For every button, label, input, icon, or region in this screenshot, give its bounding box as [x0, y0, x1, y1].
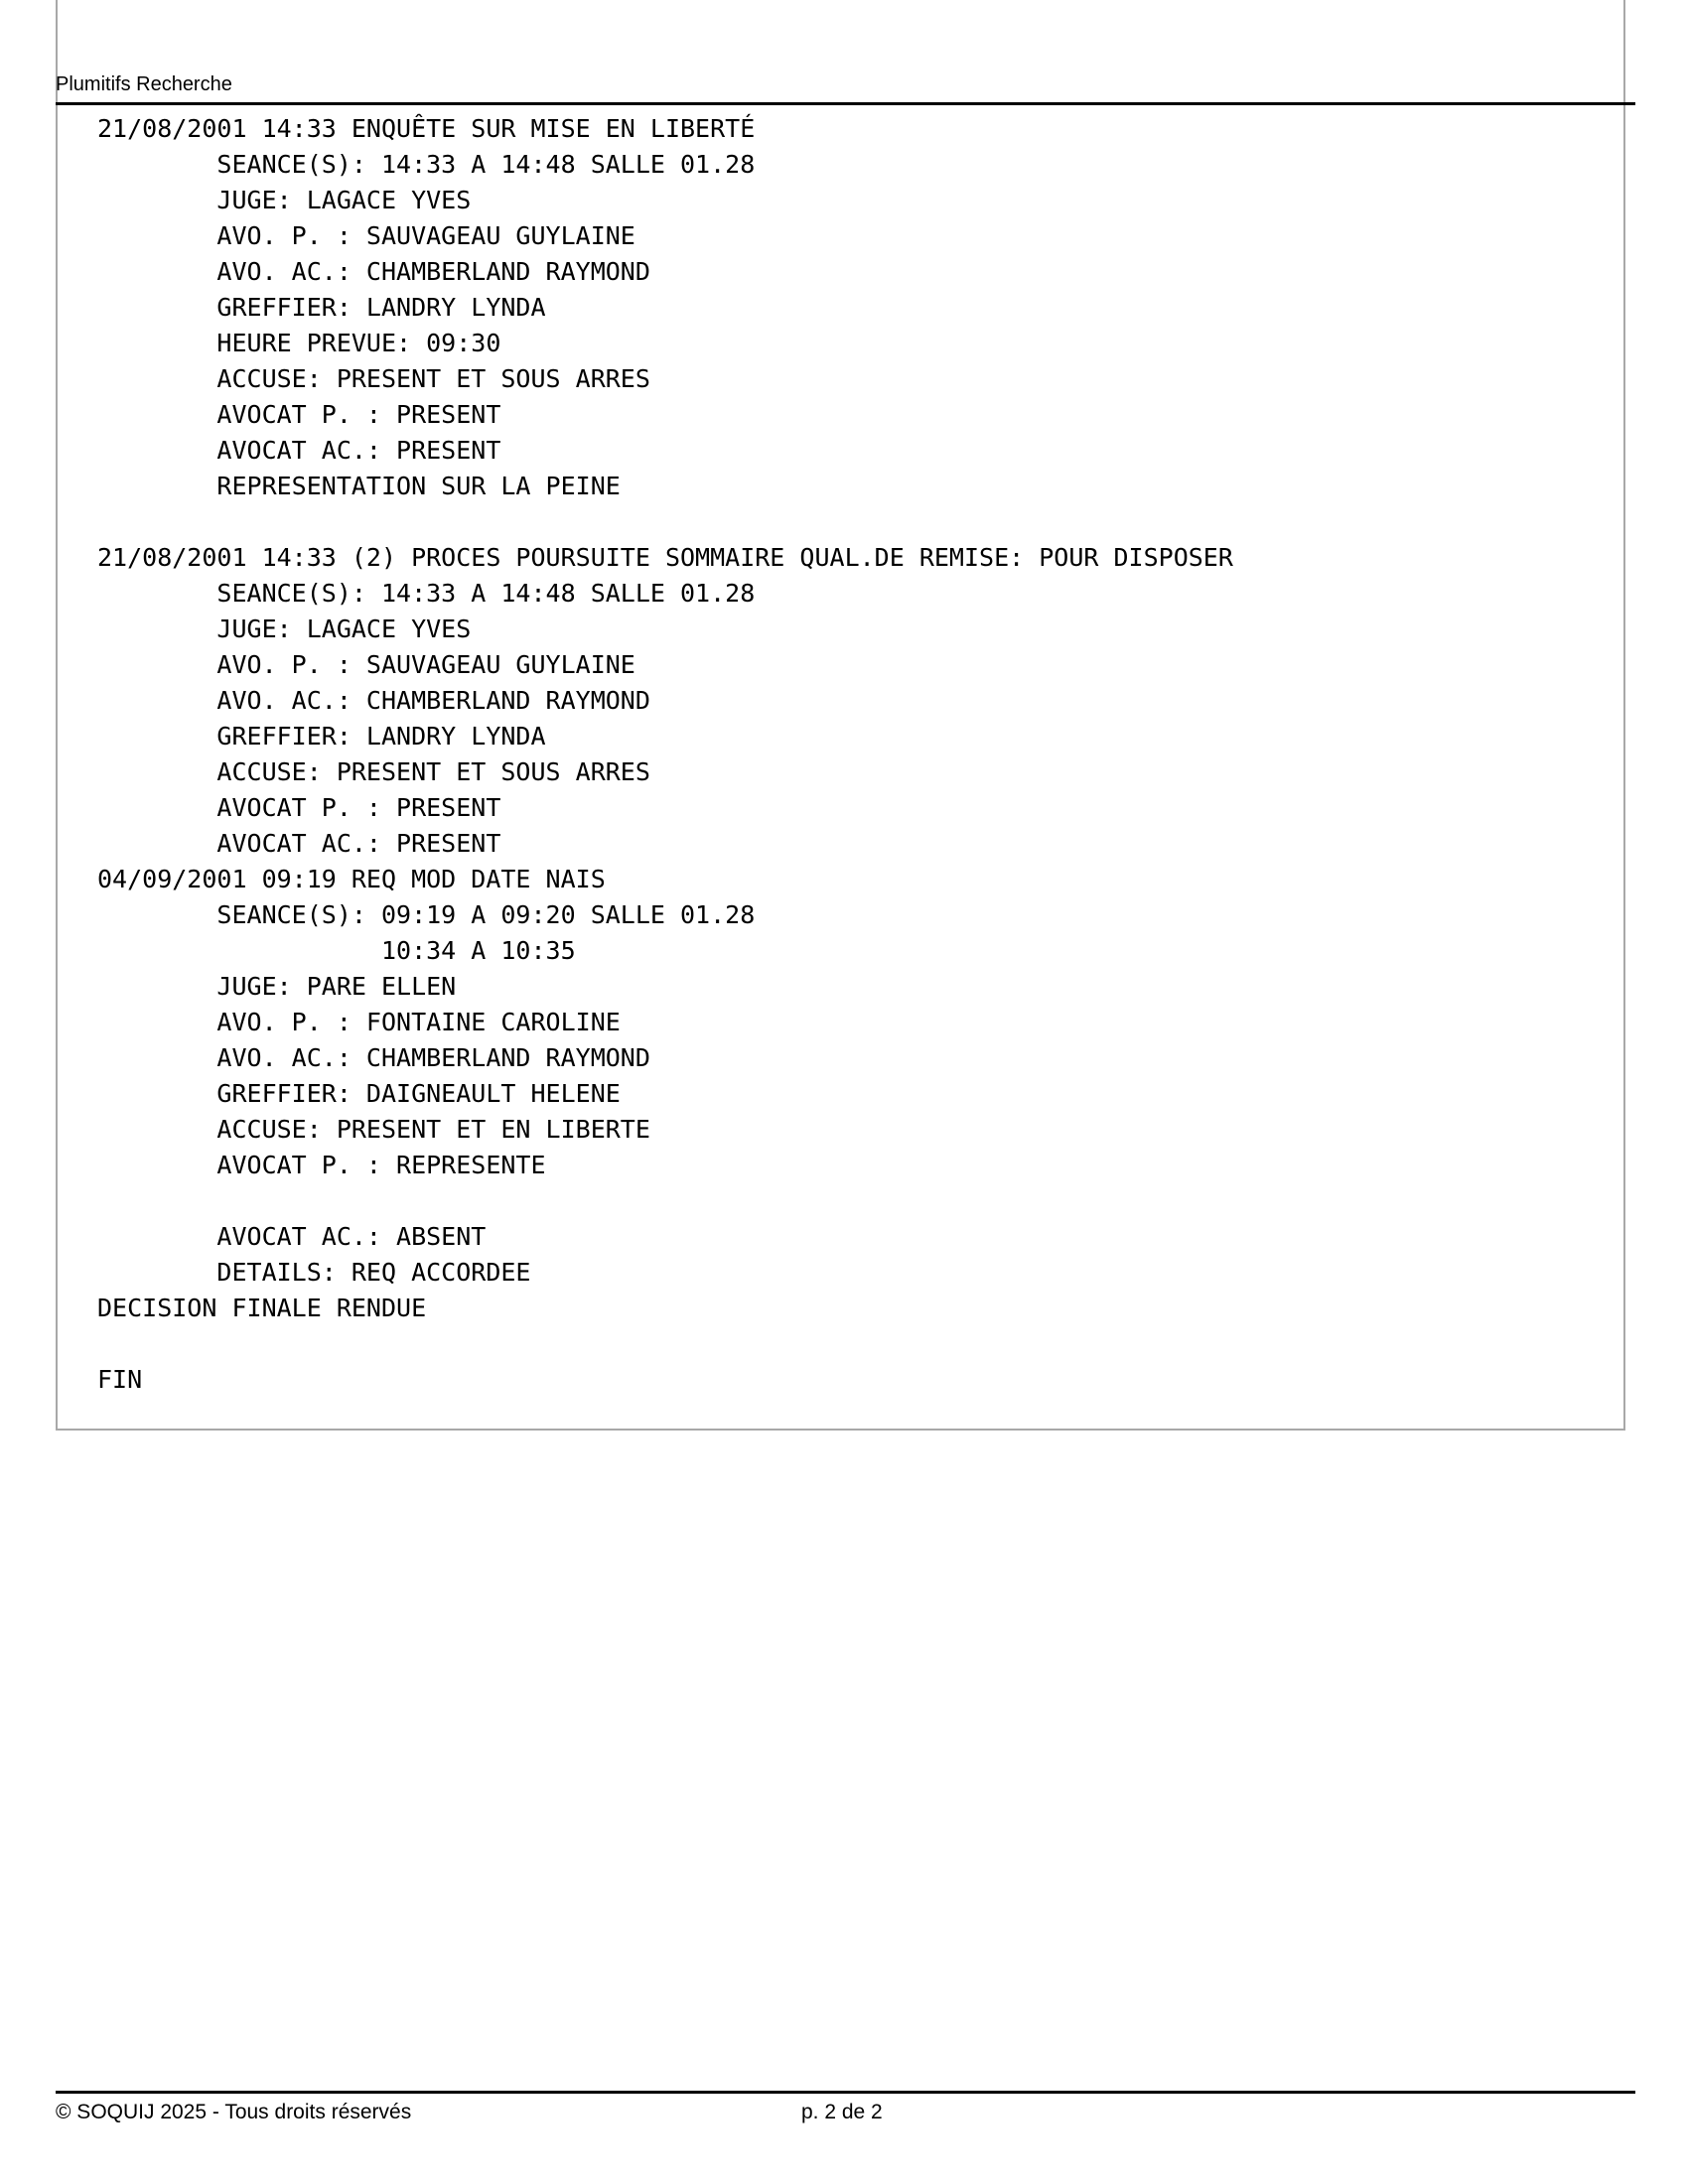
record-line: GREFFIER: LANDRY LYNDA: [97, 293, 546, 322]
record-line: AVO. P. : SAUVAGEAU GUYLAINE: [97, 221, 635, 250]
record-line: ACCUSE: PRESENT ET SOUS ARRES: [97, 757, 650, 786]
record-line: SEANCE(S): 14:33 A 14:48 SALLE 01.28: [97, 150, 756, 179]
record-line: AVO. AC.: CHAMBERLAND RAYMOND: [97, 1043, 650, 1072]
record-line: AVOCAT AC.: ABSENT: [97, 1222, 487, 1251]
record-line: AVO. AC.: CHAMBERLAND RAYMOND: [97, 686, 650, 715]
record-line: AVOCAT P. : PRESENT: [97, 793, 501, 822]
record-line: AVO. P. : FONTAINE CAROLINE: [97, 1008, 621, 1036]
record-line: JUGE: LAGACE YVES: [97, 186, 472, 214]
record-line: 04/09/2001 09:19 REQ MOD DATE NAIS: [97, 865, 606, 893]
record-line: AVOCAT P. : PRESENT: [97, 400, 501, 429]
record-line: GREFFIER: DAIGNEAULT HELENE: [97, 1079, 621, 1108]
record-line: ACCUSE: PRESENT ET EN LIBERTE: [97, 1115, 650, 1144]
record-line: SEANCE(S): 14:33 A 14:48 SALLE 01.28: [97, 579, 756, 608]
page-header-title: Plumitifs Recherche: [56, 73, 232, 95]
footer-divider: [56, 2091, 1635, 2094]
record-line: 10:34 A 10:35: [97, 936, 576, 965]
record-line: AVOCAT AC.: PRESENT: [97, 829, 501, 858]
record-line: FIN: [97, 1365, 143, 1394]
record-line: 21/08/2001 14:33 ENQUÊTE SUR MISE EN LIBERTÉ: [97, 114, 756, 143]
record-line: [97, 1326, 1233, 1362]
record-line: AVOCAT P. : REPRESENTE: [97, 1151, 546, 1179]
record-line: SEANCE(S): 09:19 A 09:20 SALLE 01.28: [97, 900, 756, 929]
header-divider: [56, 102, 1635, 105]
record-line: DECISION FINALE RENDUE: [97, 1294, 427, 1322]
record-line: [97, 504, 1233, 540]
footer-copyright: © SOQUIJ 2025 - Tous droits réservés: [56, 2101, 412, 2123]
record-line: GREFFIER: LANDRY LYNDA: [97, 722, 546, 751]
record-line: AVO. P. : SAUVAGEAU GUYLAINE: [97, 650, 635, 679]
record-line: ACCUSE: PRESENT ET SOUS ARRES: [97, 364, 650, 393]
record-line: HEURE PREVUE: 09:30: [97, 329, 501, 357]
record-line: JUGE: PARE ELLEN: [97, 972, 457, 1001]
record-line: 21/08/2001 14:33 (2) PROCES POURSUITE SOMMAIRE QUAL.DE REMISE: POUR DISPOSER: [97, 543, 1233, 572]
record-listing: [97, 111, 1233, 1398]
record-line: AVO. AC.: CHAMBERLAND RAYMOND: [97, 257, 650, 286]
record-line: AVOCAT AC.: PRESENT: [97, 436, 501, 465]
record-line: DETAILS: REQ ACCORDEE: [97, 1258, 531, 1287]
record-line: JUGE: LAGACE YVES: [97, 614, 472, 643]
record-line: REPRESENTATION SUR LA PEINE: [97, 472, 621, 500]
record-line: [97, 1183, 1233, 1219]
page-number: p. 2 de 2: [801, 2101, 883, 2123]
